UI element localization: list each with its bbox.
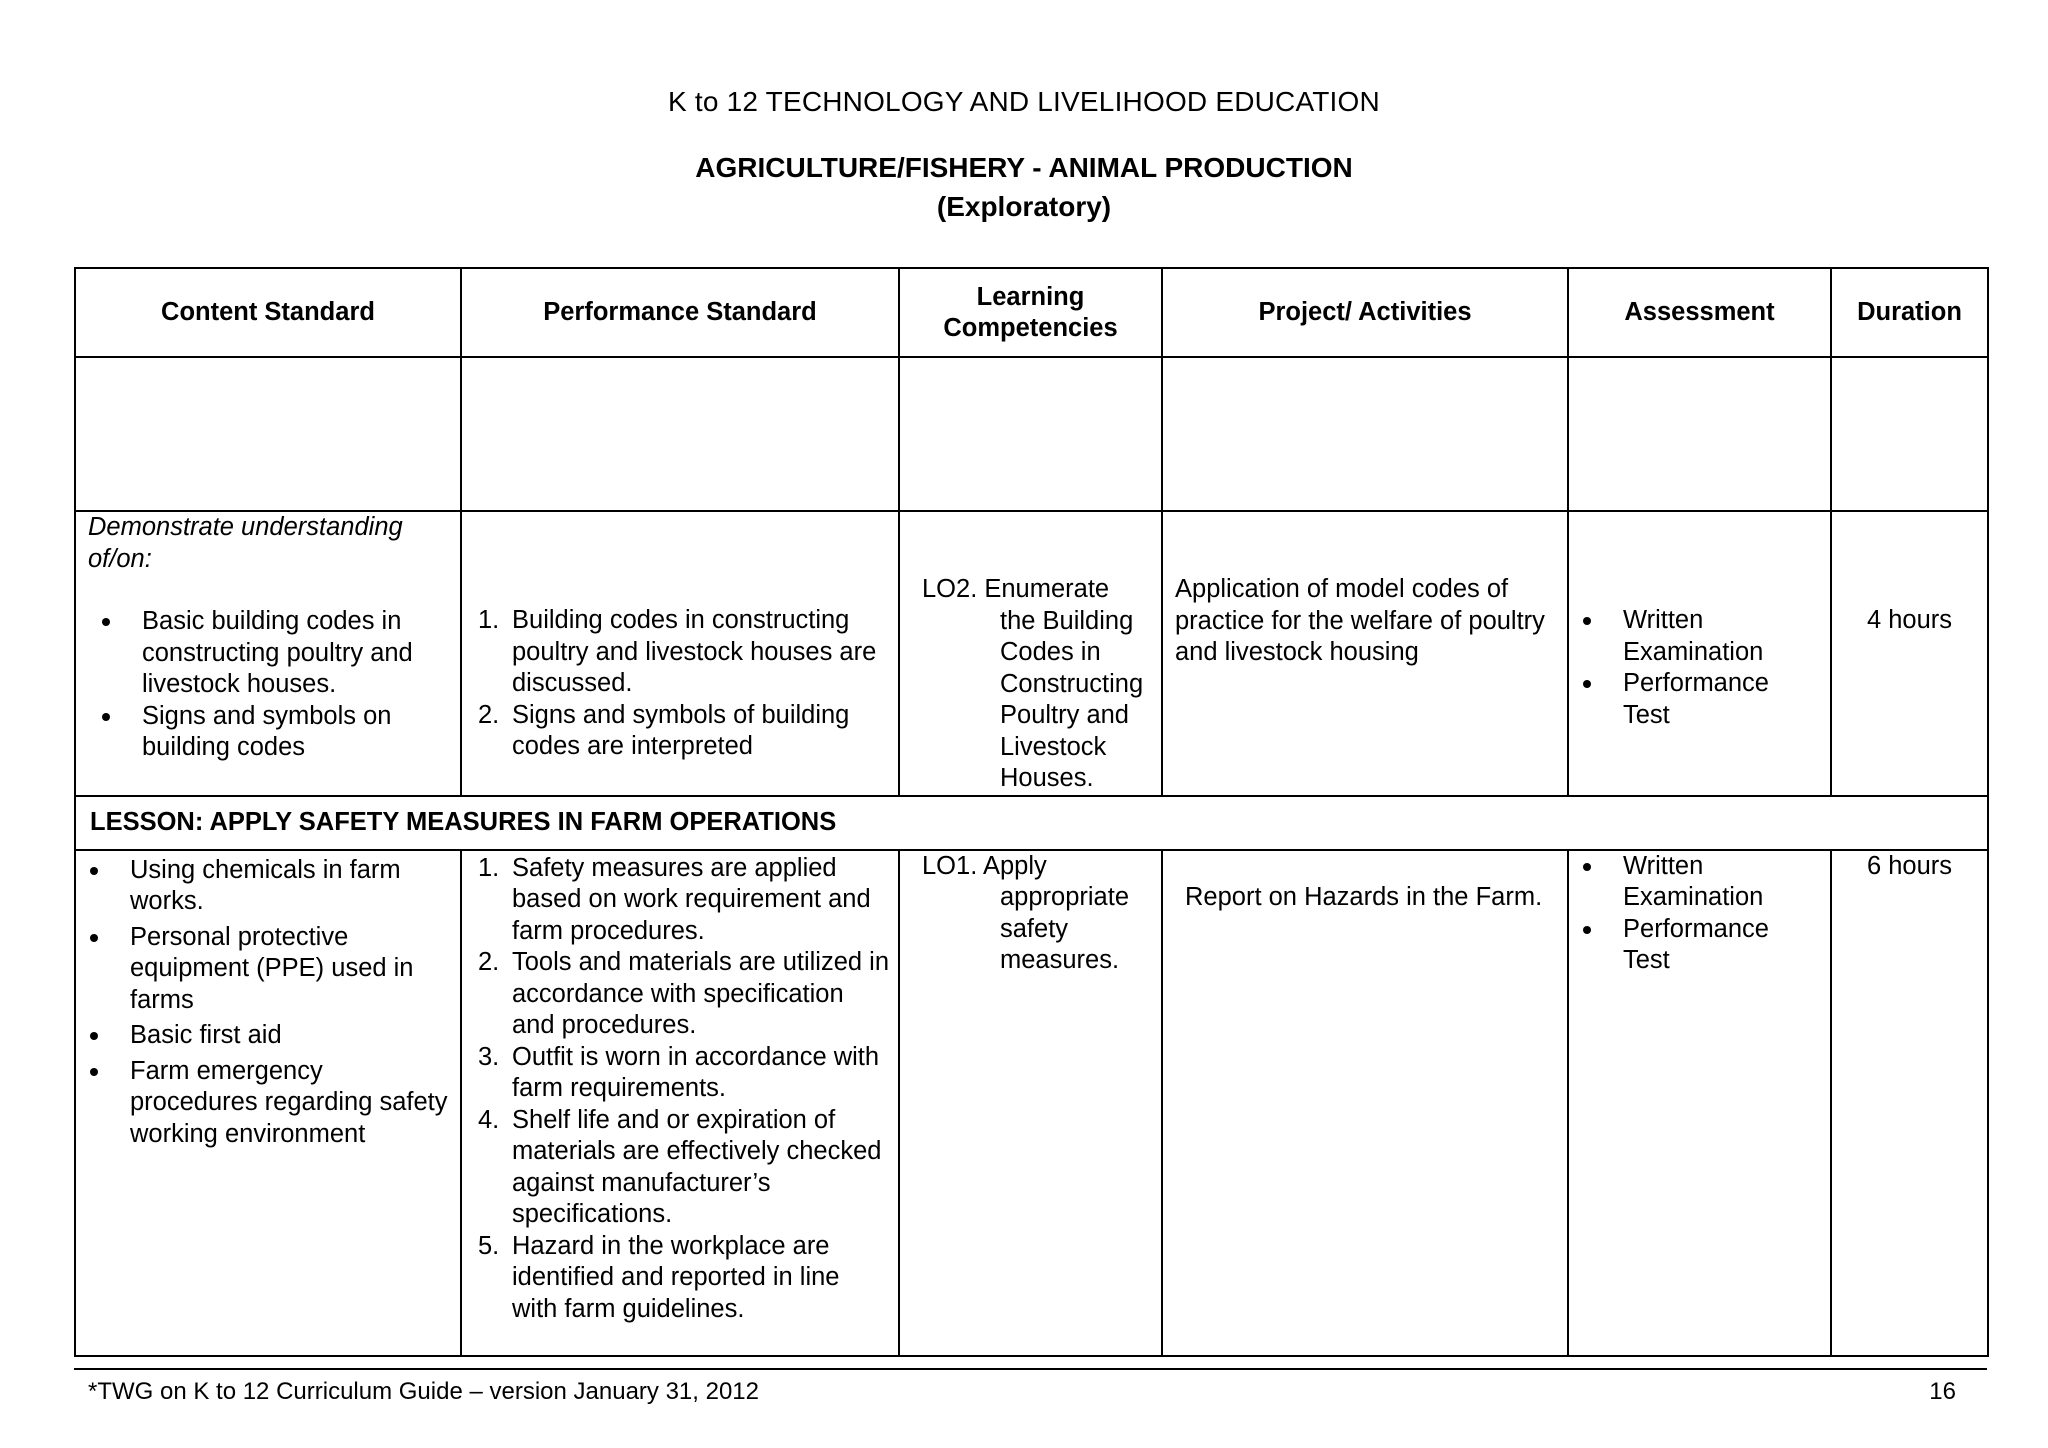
list-item	[462, 1105, 890, 1231]
item-number: 3.	[478, 1042, 500, 1071]
lesson-row	[75, 796, 1988, 850]
content-standard-list	[88, 606, 450, 764]
table-cell	[899, 357, 1162, 511]
table-row	[75, 850, 1988, 1356]
item-text: Tools and materials are utilized in accordance with specification and procedures.	[512, 948, 890, 1039]
activity-text: Report on Hazards in the Farm.	[1185, 882, 1543, 911]
list-item	[462, 853, 890, 948]
duration-text: 4 hours	[1866, 606, 1953, 634]
item-number: 4.	[478, 1105, 500, 1134]
content-standard-intro: Demonstrate understanding of/on:	[88, 513, 403, 573]
assessment-cell	[1568, 511, 1831, 796]
list-item: Using chemicals in farm works.	[76, 855, 452, 918]
list-item	[462, 947, 890, 1042]
project-activities-cell	[1162, 850, 1568, 1356]
competency-text: appropriate safety measures.	[1000, 883, 1130, 974]
content-standard-cell	[75, 850, 461, 1356]
duration-cell	[1831, 511, 1988, 796]
item-text: Building codes in constructing poultry and livestock houses are discussed.	[512, 606, 877, 697]
competency-text: the Building Codes in Constructing Poultry and Livestock Houses.	[1000, 606, 1144, 792]
table-header-row	[75, 268, 1988, 357]
item-number: 2.	[478, 948, 500, 976]
item-number: 2.	[478, 700, 500, 729]
learning-competencies-cell	[899, 511, 1162, 796]
learning-competencies-cell	[899, 850, 1162, 1356]
document-subtitle-qualifier: (Exploratory)	[936, 191, 1112, 222]
table-row	[75, 511, 1988, 796]
activity-text: Application of model codes of practice for the welfare of poultry and livestock housing	[1175, 575, 1545, 666]
table-cell	[1831, 357, 1988, 511]
performance-standard-cell	[461, 850, 899, 1356]
footer-version-note: *TWG on K to 12 Curriculum Guide – version January 31, 2012	[88, 1378, 759, 1405]
header-content-standard: Content Standard	[75, 268, 461, 357]
lesson-title: LESSON: APPLY SAFETY MEASURES IN FARM OPERATIONS	[75, 796, 1988, 850]
header-duration: Duration	[1831, 268, 1988, 357]
item-text: Outfit is worn in accordance with farm requirements.	[512, 1042, 880, 1102]
list-item: Written Examination	[1569, 851, 1822, 914]
assessment-cell	[1568, 850, 1831, 1356]
performance-standard-list	[462, 853, 890, 1326]
list-item	[462, 1042, 890, 1105]
list-item: Basic building codes in constructing poultry and livestock houses.	[88, 606, 450, 701]
header-assessment: Assessment	[1568, 268, 1831, 357]
item-text: Safety measures are applied based on work requirement and farm procedures.	[512, 853, 871, 945]
document-subtitle: AGRICULTURE/FISHERY - ANIMAL PRODUCTION	[695, 152, 1353, 183]
table-cell	[75, 357, 461, 511]
document-title: K to 12 TECHNOLOGY AND LIVELIHOOD EDUCATION	[668, 86, 1380, 117]
header-learning-competencies	[899, 268, 1162, 357]
list-item	[462, 700, 890, 763]
header-learning-competencies-line2: Competencies	[943, 313, 1118, 342]
performance-standard-cell	[461, 511, 899, 796]
performance-standard-list	[462, 605, 890, 763]
list-item: Signs and symbols on building codes	[88, 701, 450, 764]
item-number: 1.	[478, 853, 500, 882]
table-cell	[1162, 357, 1568, 511]
content-standard-list	[76, 855, 452, 1151]
table-cell	[461, 357, 899, 511]
header-project-activities: Project/ Activities	[1162, 268, 1568, 357]
item-number: 5.	[478, 1231, 500, 1260]
list-item: Performance Test	[1569, 668, 1822, 731]
footer-divider	[74, 1368, 1987, 1370]
list-item: Written Examination	[1569, 605, 1822, 668]
item-text: Shelf life and or expiration of materials are effectively checked against manufacturer’s specifications.	[512, 1105, 882, 1228]
list-item: Farm emergency procedures regarding safety working environment	[76, 1056, 452, 1151]
curriculum-table	[74, 267, 1989, 1357]
assessment-list	[1569, 851, 1822, 977]
item-number: 1.	[478, 606, 500, 634]
competency-heading: LO1. Apply	[922, 851, 1047, 880]
list-item: Basic first aid	[76, 1020, 452, 1052]
item-text: Hazard in the workplace are identified and reported in line with farm guidelines.	[512, 1231, 840, 1323]
duration-cell	[1831, 850, 1988, 1356]
competency-heading: LO2. Enumerate	[922, 575, 1110, 603]
duration-text: 6 hours	[1866, 851, 1953, 880]
page-number: 16	[1929, 1378, 1956, 1405]
table-row-blank	[75, 357, 1988, 511]
list-item: Performance Test	[1569, 914, 1822, 977]
list-item	[462, 605, 890, 700]
table-cell	[1568, 357, 1831, 511]
list-item: Personal protective equipment (PPE) used in farms	[76, 922, 452, 1017]
header-learning-competencies-line1: Learning	[976, 282, 1085, 311]
assessment-list	[1569, 605, 1822, 731]
content-standard-cell	[75, 511, 461, 796]
item-text: Signs and symbols of building codes are interpreted	[512, 700, 850, 760]
project-activities-cell	[1162, 511, 1568, 796]
header-performance-standard: Performance Standard	[461, 268, 899, 357]
list-item	[462, 1231, 890, 1326]
